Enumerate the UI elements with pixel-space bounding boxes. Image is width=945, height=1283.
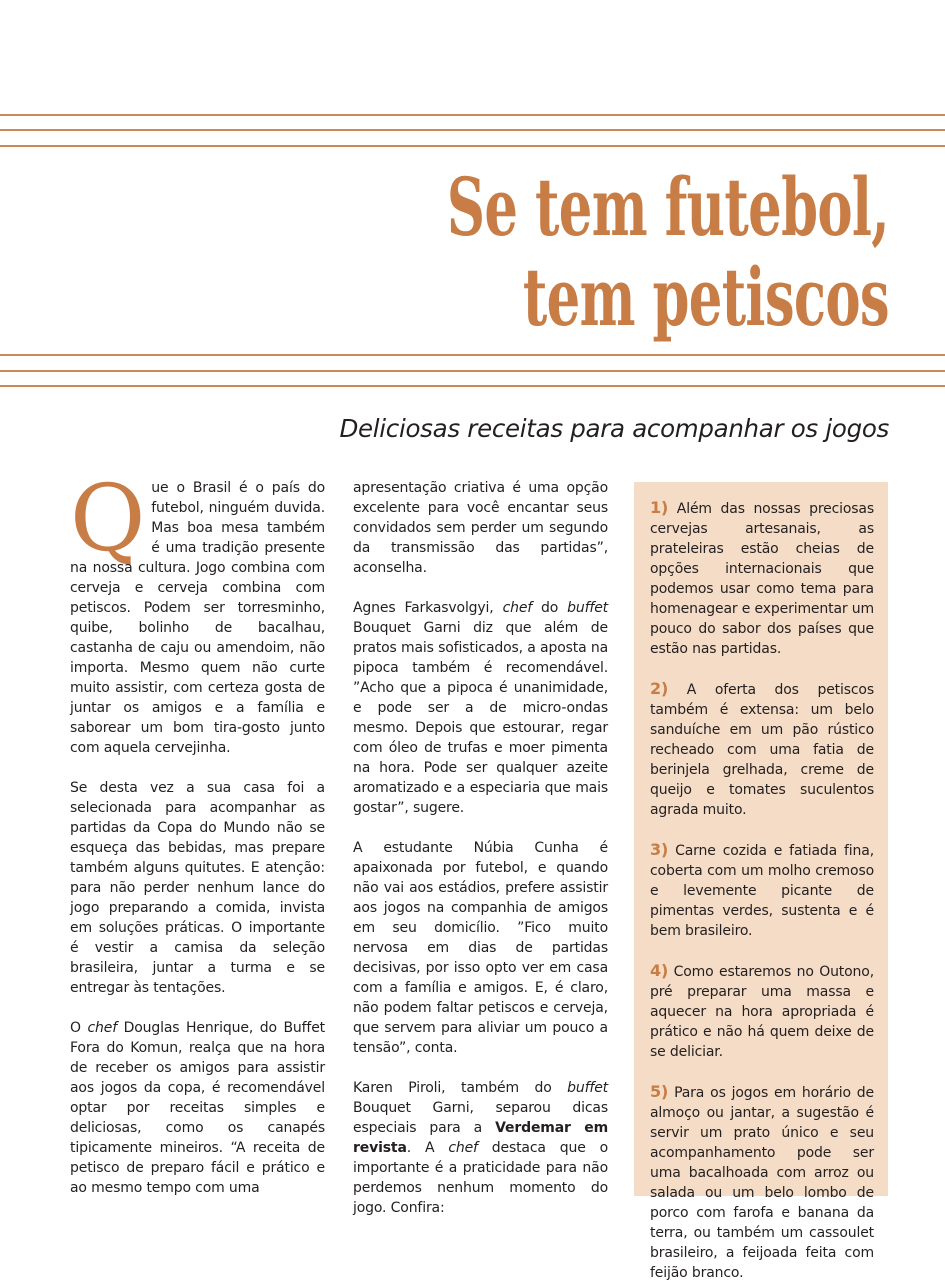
column-1 [70, 465, 326, 1218]
paragraph [353, 598, 608, 818]
top-rule-2 [0, 129, 945, 131]
text: . A [406, 1140, 449, 1156]
title-line-1: Se tem futebol, [446, 160, 889, 254]
paragraph [70, 465, 325, 758]
text: Bouquet Garni, separou dicas especiais para a [353, 1100, 608, 1136]
tip-number: 4) [650, 961, 669, 980]
tip-item [650, 840, 874, 941]
italic-text: chef [448, 1140, 478, 1156]
paragraph: apresentação criativa é uma opção excelente para você encantar seus convidados sem perder um segundo da transmissão das partidas”, aconselha. [353, 480, 608, 576]
top-rule-1 [0, 114, 945, 116]
tip-item [650, 498, 874, 659]
tip-number: 3) [650, 840, 669, 859]
text: destaca que o importante é a praticidade para não perdemos nenhum momento do jogo. Confira: [353, 1140, 609, 1216]
drop-cap: Q [70, 465, 146, 572]
tip-item [650, 1082, 874, 1283]
bottom-rule-2 [0, 370, 945, 372]
italic-text: buffet [567, 1080, 608, 1096]
tip-text: Para os jogos em horário de almoço ou jantar, a sugestão é servir um prato único e seu acompanhamento pode ser uma bacalhoada com arroz ou salada ou um belo lombo de porco com farofa e banana da terra, ou também um cassoulet brasileiro, a feijoada feita com feijão branco. [650, 1085, 874, 1281]
tip-number: 2) [650, 679, 669, 698]
text: Agnes Farkasvolgyi, [353, 600, 503, 616]
text: Douglas Henrique, do Buffet Fora do Komun, realça que na hora de receber os amigos para assistir aos jogos da copa, é recomendável optar por receitas simples e deliciosas, como os canapés tipicamente mineiros. “A receita de petisco de preparo fácil e prático e ao mesmo tempo com uma [70, 1020, 326, 1196]
top-rule-3 [0, 145, 945, 147]
text: O [70, 1020, 88, 1036]
page-title [361, 162, 889, 342]
bold-text: Verdemar em revista [353, 1120, 609, 1156]
paragraph: Se desta vez a sua casa foi a selecionada para acompanhar as partidas da Copa do Mundo não se esqueça das bebidas, mas prepare também alguns quitutes. E atenção: para não perder nenhum lance do jogo preparando a comida, invista em soluções práticas. O importante é vestir a camisa da seleção brasileira, juntar a turma e se entregar às tentações. [70, 780, 325, 996]
tips-sidebar [634, 482, 888, 1281]
italic-text: buffet [567, 600, 608, 616]
text: do [532, 600, 568, 616]
tip-number: 5) [650, 1082, 669, 1101]
tip-item [650, 679, 874, 820]
subtitle: Deliciosas receitas para acompanhar os jogos [339, 414, 889, 443]
paragraph: A estudante Núbia Cunha é apaixonada por futebol, e quando não vai aos estádios, prefere assistir aos jogos na companhia de amigos em seu domicílio. ”Fico muito nervosa em dias de partidas decisivas, por isso opto ver em casa com a família e amigos. E, é claro, não podem faltar petiscos e cerveja, que servem para aliviar um pouco a tensão”, conta. [353, 840, 608, 1056]
text: Bouquet Garni diz que além de pratos mais sofisticados, a aposta na pipoca também é recomendável. ”Acho que a pipoca é unanimidade, e pode ser a de micro-ondas mesmo. Depois que estourar, regar com óleo de trufas e moer pimenta na hora. Pode ser qualquer azeite aromatizado e a especiaria que mais gostar”, sugere. [353, 620, 608, 816]
tip-number: 1) [650, 498, 669, 517]
tip-text: Carne cozida e fatiada fina, coberta com um molho cremoso e levemente picante de pimentas verdes, sustenta e é bem brasileiro. [650, 843, 874, 939]
paragraph [70, 1018, 325, 1198]
tip-text: Além das nossas preciosas cervejas artesanais, as prateleiras estão cheias de opções internacionais que podemos usar como tema para homenagear e experimentar um pouco do sabor dos países que estão nas partidas. [650, 501, 874, 657]
bottom-rule-1 [0, 354, 945, 356]
title-line-2: tem petiscos [522, 250, 889, 344]
italic-text: chef [87, 1020, 117, 1036]
italic-text: chef [502, 600, 533, 616]
tip-text: A oferta dos petiscos também é extensa: um belo sanduíche em um pão rústico recheado com uma fatia de berinjela grelhada, creme de queijo e tomates suculentos agrada muito. [650, 682, 874, 818]
column-2 [353, 478, 608, 1238]
text: Karen Piroli, também do [353, 1080, 568, 1096]
tip-item [650, 961, 874, 1062]
paragraph-text: ue o Brasil é o país do futebol, ninguém duvida. Mas boa mesa também é uma tradição presente na nossa cultura. Jogo combina com cerveja e cerveja combina com petiscos. Podem ser torresminho, quibe, bolinho de bacalhau, castanha de caju ou amendoim, não importa. Mesmo quem não curte muito assistir, com certeza gosta de juntar os amigos e a família e saborear um bom tira-gosto junto com aquela cervejinha. [70, 480, 325, 756]
paragraph [353, 1078, 608, 1218]
tip-text: Como estaremos no Outono, pré preparar uma massa e aquecer na hora apropriada é prático e não há quem deixe de se deliciar. [650, 964, 874, 1060]
bottom-rule-3 [0, 385, 945, 387]
